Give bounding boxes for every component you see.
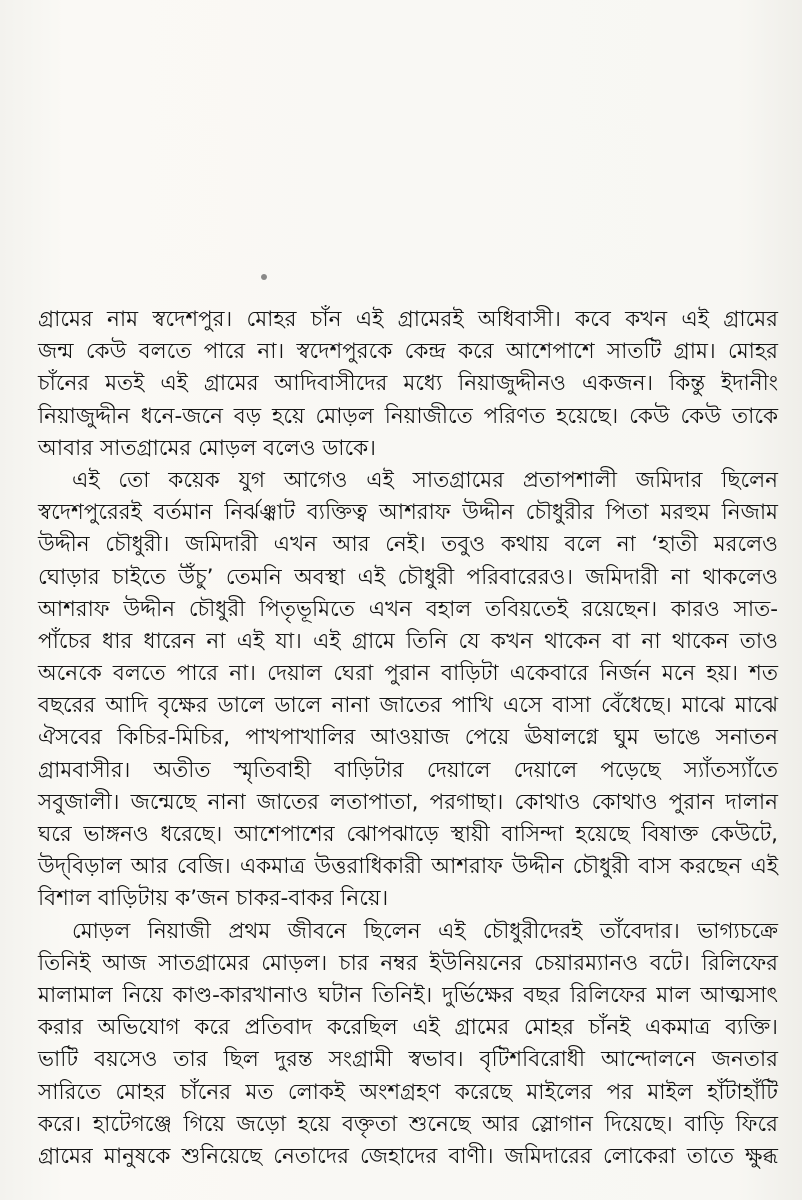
text-line: নিয়াজুদ্দীন ধনে-জনে বড় হয়ে মোড়ল নিয়াজীতে পরিণত হয়েছে। কেউ কেউ তাকে [38,403,778,429]
text-line: সারিতে মোহর চাঁনের মত লোকই অংশগ্রহণ করেছে মাইলের পর মাইল হাঁটাহাঁটি [38,1079,778,1105]
text-line: ঘরে ভাঙ্গনও ধরেছে। আশেপাশের ঝোপঝাড়ে স্থায়ী বাসিন্দা হয়েছে বিষাক্ত কেউটে, [38,822,778,847]
text-line: চাঁনের মতই এই গ্রামের আদিবাসীদের মধ্যে নিয়াজুদ্দীনও একজন। কিন্তু ইদানীং [38,371,778,397]
text-line: উদ্দীন চৌধুরী। জমিদারী এখন আর নেই। তবুও কথায় বলে না ‘হাতী মরলেও [38,532,778,558]
text-line: অনেকে বলতে পারে না। দেয়াল ঘেরা পুরান বাড়িটা একেবারে নির্জন মনে হয়। শত [38,661,778,687]
paragraph-2 [38,465,778,916]
text-line: গ্রামের নাম স্বদেশপুর। মোহর চাঁন এই গ্রামেরই অধিবাসী। কবে কখন এই গ্রামের [38,307,778,332]
text-line: ঐসবের কিচির-মিচির, পাখপাখালির আওয়াজ পেয়ে ঊষালগ্নে ঘুম ভাঙে সনাতন [38,725,778,751]
text-line: আশরাফ উদ্দীন চৌধুরী পিতৃভূমিতে এখন বহাল তবিয়তেই রয়েছেন। কারও সাত- [38,596,778,622]
text-line: করার অভিযোগ করে প্রতিবাদ করেছিল এই গ্রামের মোহর চাঁনই একমাত্র ব্যক্তি। [38,1015,778,1041]
text-line: মালামাল নিয়ে কাণ্ড-কারখানাও ঘটান তিনিই। দুর্ভিক্ষের বছর রিলিফের মাল আত্মসাৎ [38,982,778,1008]
text-line: সবুজালী। জন্মেছে নানা জাতের লতাপাতা, পরগাছা। কোথাও কোথাও পুরান দালান [38,789,778,815]
text-line: ঘোড়ার চাইতে উঁচু’ তেমনি অবস্থা এই চৌধুরী পরিবারেরও। জমিদারী না থাকলেও [38,564,778,590]
text-line: আবার সাতগ্রামের মোড়ল বলেও ডাকে। [38,435,376,461]
ink-speck [261,274,267,280]
text-line: গ্রামের মানুষকে শুনিয়েছে নেতাদের জেহাদের বাণী। জমিদারের লোকেরা তাতে ক্ষুব্ধ [38,1143,778,1169]
text-line: উদ্‌বিড়াল আর বেজি। একমাত্র উত্তরাধিকারী আশরাফ উদ্দীন চৌধুরী বাস করছেন এই [38,854,778,880]
text-line: বিশাল বাড়িটায় ক’জন চাকর-বাকর নিয়ে। [38,886,389,912]
text-line: এই তো কয়েক যুগ আগেও এই সাতগ্রামের প্রতাপশালী জমিদার ছিলেন [72,467,778,493]
text-line: জন্ম কেউ বলতে পারে না। স্বদেশপুরকে কেন্দ্র করে আশেপাশে সাতটি গ্রাম। মোহর [38,339,778,365]
paragraph-1 [38,304,778,465]
text-line: করে। হাটেগঞ্জে গিয়ে জড়ো হয়ে বক্তৃতা শুনেছে আর স্লোগান দিয়েছে। বাড়ি ফিরে [38,1111,778,1137]
text-line: বছরের আদি বৃক্ষের ডালে ডালে নানা জাতের পাখি এসে বাসা বেঁধেছে। মাঝে মাঝে [38,693,778,719]
text-line: মোড়ল নিয়াজী প্রথম জীবনে ছিলেন এই চৌধুরীদেরই তাঁবেদার। ভাগ্যচক্রে [72,918,778,944]
text-line: তিনিই আজ সাতগ্রামের মোড়ল। চার নম্বর ইউনিয়নের চেয়ারম্যানও বটে। রিলিফের [38,950,778,976]
text-line: গ্রামবাসীর। অতীত স্মৃতিবাহী বাড়িটার দেয়ালে দেয়ালে পড়েছে স্যাঁতস্যাঁতে [38,757,778,783]
text-line: পাঁচের ধার ধারেন না এই যা। এই গ্রামে তিনি যে কখন থাকেন বা না থাকেন তাও [38,628,778,654]
body-text [38,304,778,1173]
paragraph-3 [38,916,778,1174]
text-line: স্বদেশপুরেরই বর্তমান নির্ঝঞ্ঝাট ব্যক্তিত্ব আশরাফ উদ্দীন চৌধুরীর পিতা মরহুম নিজাম [38,500,778,526]
text-line: ভাটি বয়সেও তার ছিল দুরন্ত সংগ্রামী স্বভাব। বৃটিশবিরোধী আন্দোলনে জনতার [38,1047,778,1073]
